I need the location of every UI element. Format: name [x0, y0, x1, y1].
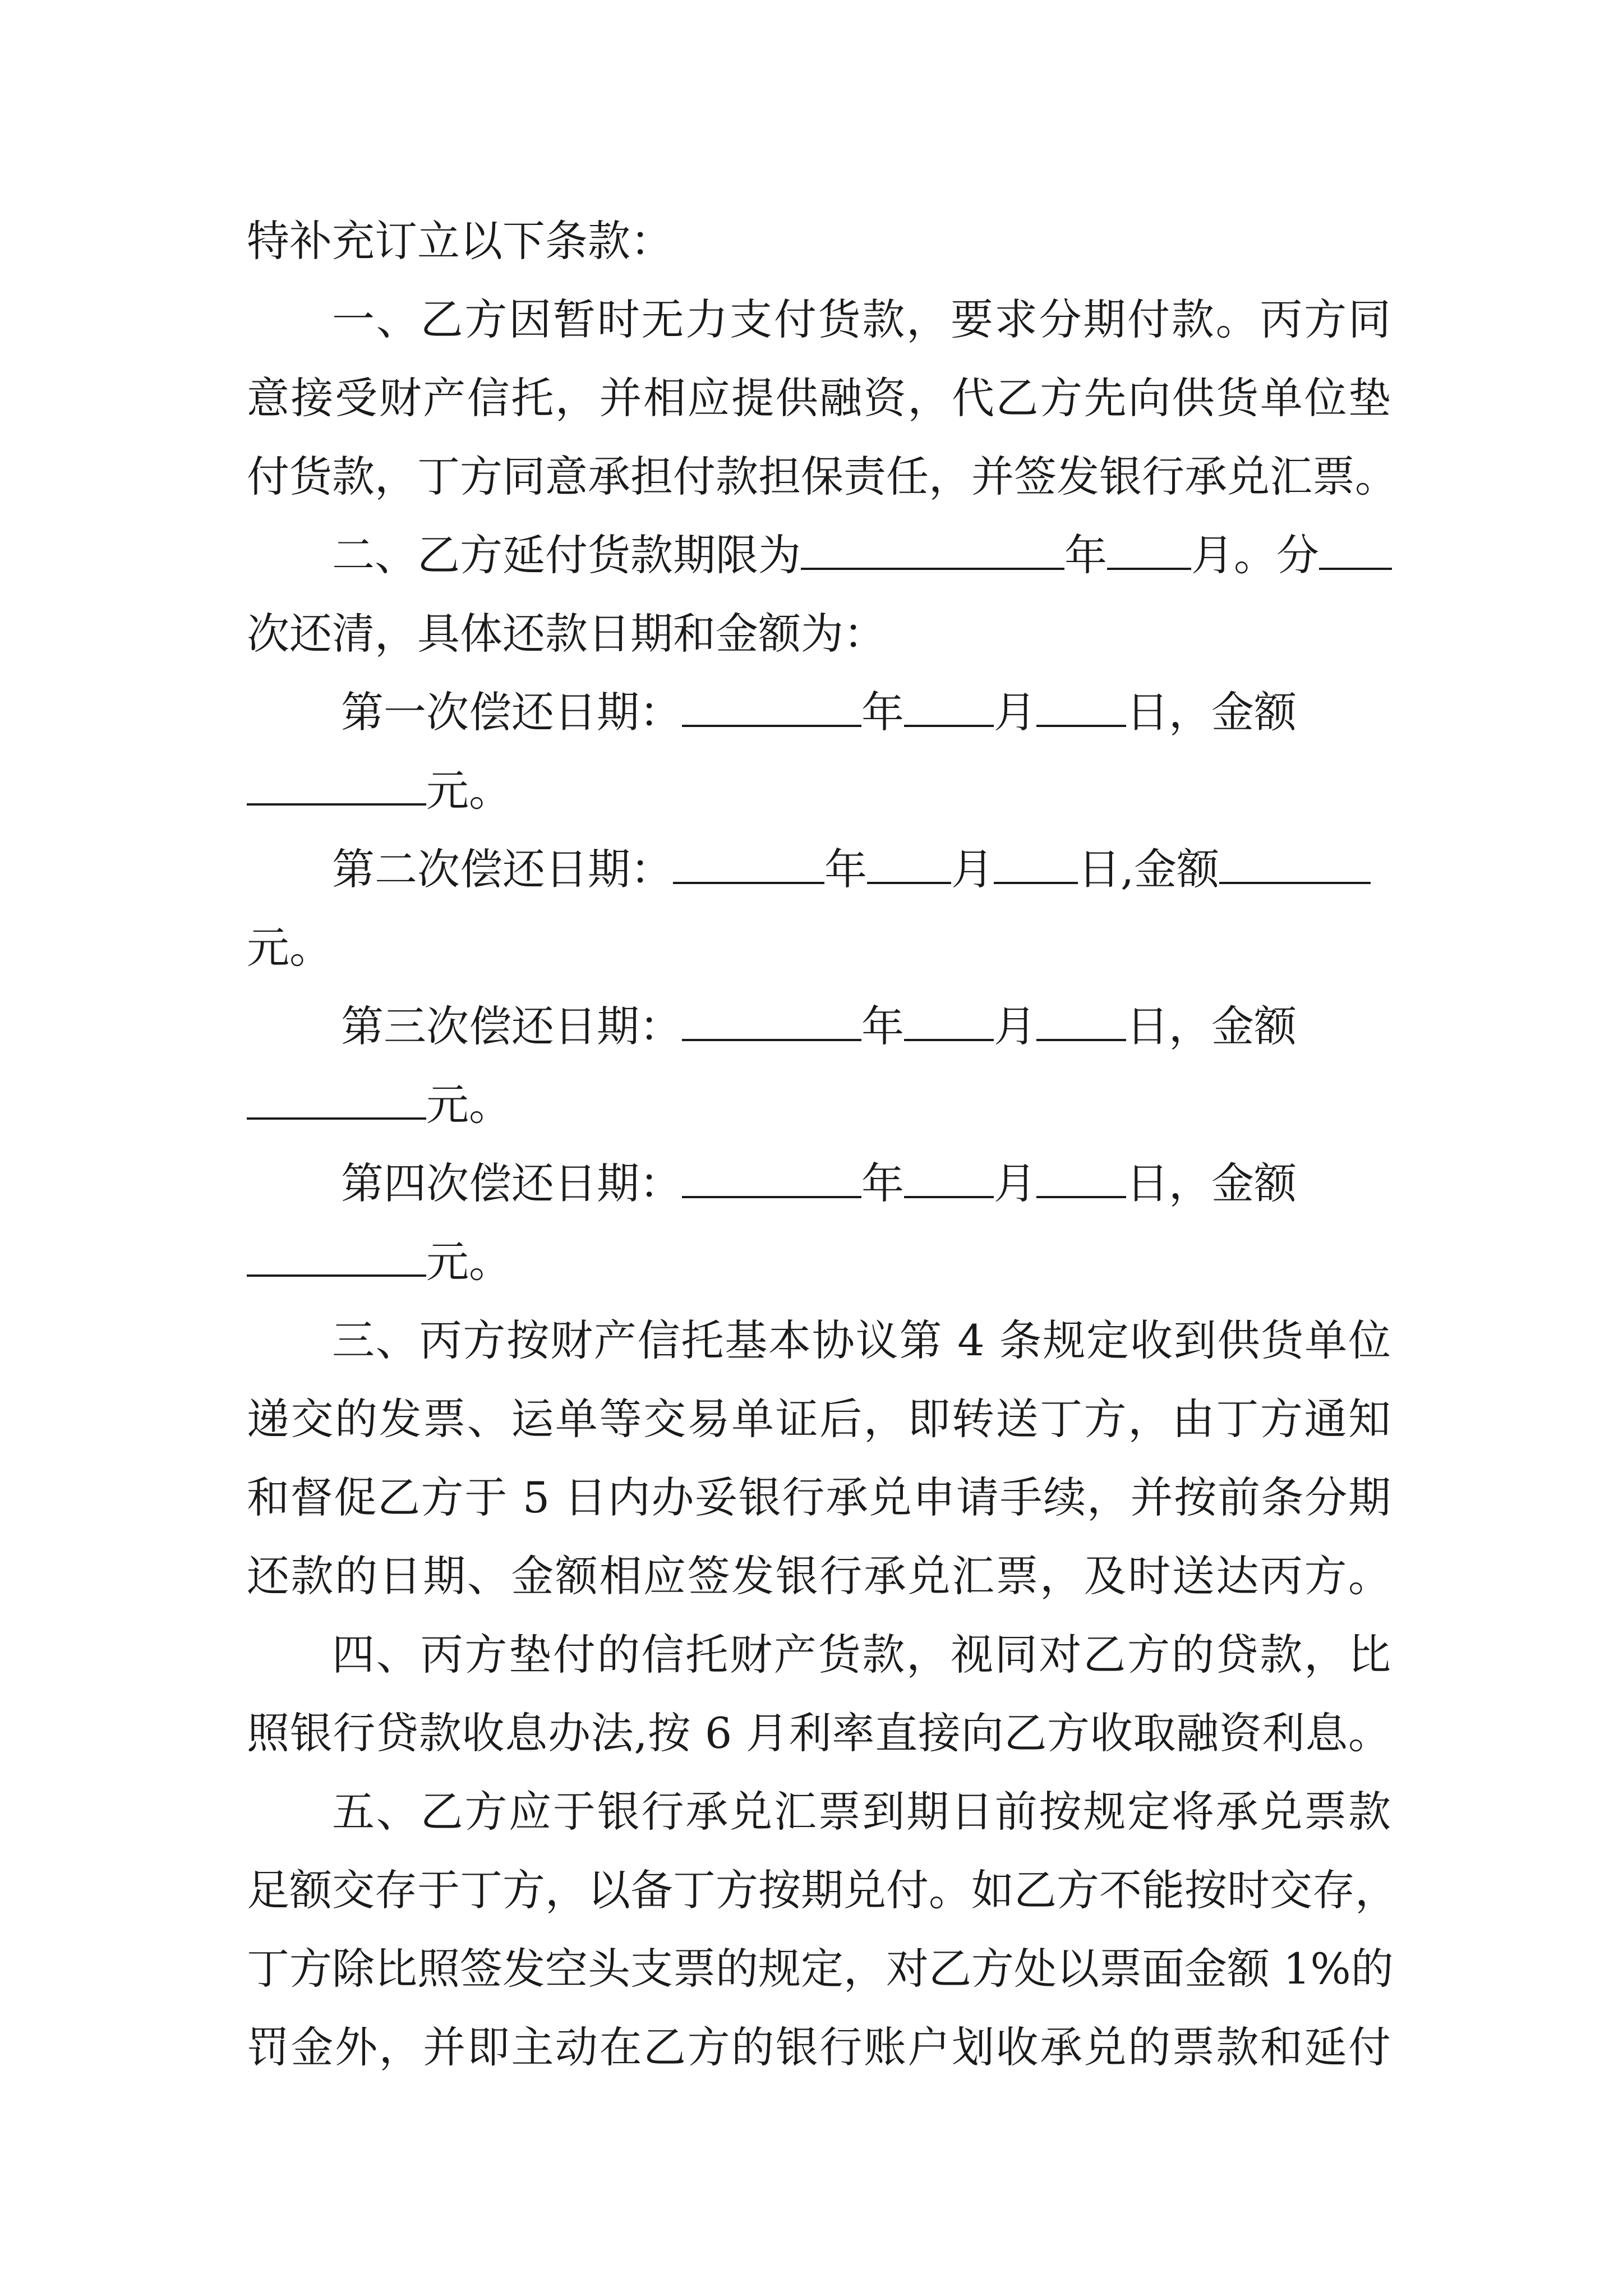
day-amount-label: 日,金额	[1078, 844, 1220, 894]
payment-1-amount-line	[247, 752, 1391, 830]
clause-5-line-4: 罚金外，并即主动在乙方的银行账户划收承兑的票款和延付	[247, 2022, 1391, 2072]
payment-2-label: 第二次偿还日期：	[332, 844, 673, 894]
clause-1-line-2: 意接受财产信托，并相应提供融资，代乙方先向供货单位垫	[247, 373, 1391, 423]
blank-field	[994, 847, 1078, 884]
blank-field	[1036, 1004, 1126, 1041]
blank-field	[682, 690, 861, 727]
payment-4-label: 第四次偿还日期：	[341, 1158, 682, 1208]
blank-field	[904, 690, 994, 727]
blank-field	[1036, 690, 1126, 727]
blank-field	[1219, 847, 1371, 884]
payment-2-amount-line: 元。	[247, 923, 332, 973]
clause-4-line-1: 四、丙方垫付的信托财产货款，视同对乙方的贷款，比	[332, 1630, 1391, 1680]
clause-5-line-3: 丁方除比照签发空头支票的规定，对乙方处以票面金额 1%的	[247, 1944, 1394, 1994]
clause-1-line-1: 一、乙方因暂时无力支付货款，要求分期付款。丙方同	[332, 295, 1391, 344]
payment-4-line	[247, 1144, 1391, 1223]
clause-3-line-3: 和督促乙方于 5 日内办妥银行承兑申请手续，并按前条分期	[247, 1473, 1391, 1522]
blank-field	[682, 1004, 861, 1041]
payment-3-amount-line	[247, 1066, 1391, 1144]
blank-field	[682, 1161, 861, 1198]
blank-field	[247, 1240, 426, 1277]
payment-4-amount-line	[247, 1223, 1391, 1301]
yuan-label: 元。	[426, 1080, 511, 1130]
day-amount-label: 日，金额	[1126, 687, 1297, 737]
clause-3-line-1: 三、丙方按财产信托基本协议第 4 条规定收到供货单位	[332, 1315, 1391, 1365]
blank-field	[247, 769, 426, 806]
month-label: 月。分	[1191, 530, 1319, 580]
year-label: 年	[861, 1158, 904, 1208]
payment-1-line	[247, 673, 1391, 752]
yuan-label: 元。	[426, 766, 511, 816]
payment-1-label: 第一次偿还日期：	[341, 687, 682, 737]
payment-3-label: 第三次偿还日期：	[341, 1001, 682, 1051]
blank-field	[904, 1004, 994, 1041]
year-label: 年	[1064, 530, 1107, 580]
clause-2-label: 二、乙方延付货款期限为	[332, 530, 801, 580]
year-label: 年	[861, 1001, 904, 1051]
blank-field	[673, 847, 824, 884]
clause-2-line-1	[247, 516, 1391, 595]
month-label: 月	[994, 1001, 1036, 1051]
payment-3-line	[247, 987, 1391, 1066]
clause-4-line-2: 照银行贷款收息办法,按 6 月利率直接向乙方收取融资利息。	[247, 1708, 1391, 1758]
text-line: 特补充订立以下条款：	[247, 216, 673, 266]
year-label: 年	[824, 844, 867, 894]
payment-2-line	[247, 830, 1391, 909]
day-amount-label: 日，金额	[1126, 1001, 1297, 1051]
month-label: 月	[951, 844, 994, 894]
yuan-label: 元。	[426, 1237, 511, 1287]
clause-3-line-2: 递交的发票、运单等交易单证后，即转送丁方，由丁方通知	[247, 1394, 1391, 1444]
clause-1-line-3: 付货款，丁方同意承担付款担保责任，并签发银行承兑汇票。	[247, 452, 1398, 501]
blank-field	[1036, 1161, 1126, 1198]
year-label: 年	[861, 687, 904, 737]
clause-5-line-1: 五、乙方应于银行承兑汇票到期日前按规定将承兑票款	[332, 1787, 1391, 1837]
clause-3-line-4: 还款的日期、金额相应签发银行承兑汇票，及时送达丙方。	[247, 1551, 1391, 1601]
clause-5-line-2: 足额交存于丁方，以备丁方按期兑付。如乙方不能按时交存，	[247, 1865, 1398, 1915]
blank-field	[1107, 533, 1191, 570]
month-label: 月	[994, 1158, 1036, 1208]
blank-field	[1319, 533, 1392, 570]
day-amount-label: 日，金额	[1126, 1158, 1297, 1208]
blank-field	[867, 847, 951, 884]
blank-field	[247, 1083, 426, 1120]
clause-2-line-2: 次还清，具体还款日期和金额为：	[247, 609, 886, 659]
blank-field	[801, 533, 1064, 570]
month-label: 月	[994, 687, 1036, 737]
blank-field	[904, 1161, 994, 1198]
